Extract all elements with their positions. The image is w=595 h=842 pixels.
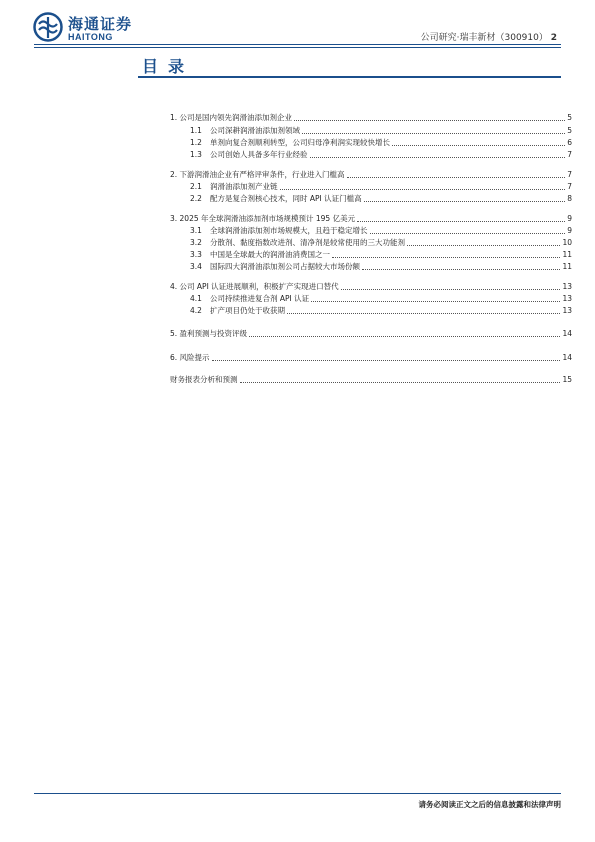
header-divider-secondary <box>34 47 561 48</box>
toc-entry-title: 配方是复合剂核心技术，同时 API 认证门槛高 <box>210 194 362 203</box>
toc-entry[interactable] <box>170 137 572 149</box>
toc-entry[interactable] <box>170 237 572 249</box>
toc-entry[interactable] <box>170 225 572 237</box>
toc-entry-title: 2. 下游润滑油企业有严格评审条件，行业进入门槛高 <box>170 170 345 179</box>
toc-entry-title: 分散剂、黏度指数改进剂、清净剂是较常使用的三大功能剂 <box>210 238 405 247</box>
toc-dot-leader <box>310 157 566 158</box>
toc-entry-number: 3.1 <box>190 226 202 235</box>
toc-entry[interactable] <box>170 281 572 293</box>
footer-disclaimer: 请务必阅读正文之后的信息披露和法律声明 <box>418 800 561 809</box>
toc-entry-title: 全球润滑油添加剂市场规模大，且趋于稳定增长 <box>210 226 368 235</box>
toc-dot-leader <box>364 201 566 202</box>
toc-entry-page: 13 <box>562 282 572 291</box>
toc-entry-page: 13 <box>562 306 572 315</box>
toc-entry[interactable] <box>170 193 572 205</box>
page-header <box>0 0 595 50</box>
toc-entry-title: 单剂向复合剂顺利转型，公司归母净利润实现较快增长 <box>210 138 390 147</box>
toc-entry[interactable] <box>170 305 572 317</box>
toc-dot-leader <box>249 336 560 337</box>
toc-entry[interactable] <box>170 374 572 386</box>
toc-entry-number: 2.2 <box>190 194 202 203</box>
toc-entry-title: 公司持续推进复合剂 API 认证 <box>210 294 310 303</box>
toc-entry-number: 4.1 <box>190 294 202 303</box>
toc-entry-page: 6 <box>567 138 572 147</box>
toc-entry-number: 1.3 <box>190 150 202 159</box>
toc-entry-title: 润滑油添加剂产业链 <box>210 182 278 191</box>
toc-entry[interactable] <box>170 293 572 305</box>
report-type: 公司研究 <box>420 33 457 43</box>
toc-entry[interactable] <box>170 352 572 364</box>
header-separator: · <box>456 33 460 43</box>
toc-dot-leader <box>311 301 560 302</box>
toc-dot-leader <box>357 221 565 222</box>
toc-entry-number: 1.2 <box>190 138 202 147</box>
header-divider <box>34 44 561 45</box>
toc-dot-leader <box>392 145 565 146</box>
header-report-info <box>421 30 557 43</box>
toc-entry-page: 9 <box>567 214 572 223</box>
toc-entry-number: 2.1 <box>190 182 202 191</box>
toc-entry[interactable] <box>170 112 572 124</box>
toc-entry[interactable] <box>170 249 572 261</box>
toc-dot-leader <box>294 120 565 121</box>
toc-entry-title: 6. 风险提示 <box>170 353 210 362</box>
toc-entry-number: 3.2 <box>190 238 202 247</box>
toc-dot-leader <box>280 189 566 190</box>
logo-chinese-name: 海通证券 <box>68 15 133 33</box>
toc-dot-leader <box>332 257 560 258</box>
toc-entry-page: 11 <box>562 262 572 271</box>
toc-entry[interactable] <box>170 213 572 225</box>
toc-dot-leader <box>407 245 560 246</box>
title-underline <box>138 76 561 78</box>
haitong-logo-icon <box>33 12 63 42</box>
toc-entry[interactable] <box>170 181 572 193</box>
toc-entry-title: 3. 2025 年全球润滑油添加剂市场规模预计 195 亿美元 <box>170 214 356 223</box>
toc-entry-number: 1.1 <box>190 126 202 135</box>
toc-entry-page: 15 <box>562 375 572 384</box>
toc-entry-page: 5 <box>567 126 572 135</box>
toc-dot-leader <box>240 382 561 383</box>
toc-entry-title: 扩产项目仍处于收获期 <box>210 306 285 315</box>
toc-dot-leader <box>212 360 561 361</box>
toc-dot-leader <box>341 289 561 290</box>
toc-entry-page: 14 <box>562 353 572 362</box>
toc-entry-page: 13 <box>562 294 572 303</box>
toc-dot-leader <box>347 177 566 178</box>
footer-divider <box>34 793 561 794</box>
toc-entry-page: 9 <box>567 226 572 235</box>
toc-entry[interactable] <box>170 125 572 137</box>
toc-entry-title: 公司创始人具备多年行业经验 <box>210 150 308 159</box>
toc-entry-number: 4.2 <box>190 306 202 315</box>
page-number: 2 <box>550 33 557 43</box>
toc-entry-page: 7 <box>567 150 572 159</box>
toc-entry-page: 14 <box>562 329 572 338</box>
toc-entry-page: 11 <box>562 250 572 259</box>
toc-dot-leader <box>302 133 565 134</box>
logo-english-name: HAITONG <box>68 32 113 42</box>
toc-entry-title: 财务报表分析和预测 <box>170 375 238 384</box>
toc-entry-title: 4. 公司 API 认证进展顺利，积极扩产实现进口替代 <box>170 282 339 291</box>
toc-dot-leader <box>362 269 560 270</box>
toc-entry-page: 7 <box>567 182 572 191</box>
toc-entry-title: 公司深耕润滑油添加剂领域 <box>210 126 300 135</box>
toc-entry-title: 5. 盈利预测与投资评级 <box>170 329 248 338</box>
toc-entry[interactable] <box>170 169 572 181</box>
company-name: 瑞丰新材（300910） <box>459 33 548 43</box>
toc-entry-page: 8 <box>567 194 572 203</box>
toc-entry-page: 7 <box>567 170 572 179</box>
toc-entry[interactable] <box>170 261 572 273</box>
toc-entry[interactable] <box>170 328 572 340</box>
toc-entry-page: 10 <box>562 238 572 247</box>
toc-entry-number: 3.4 <box>190 262 202 271</box>
toc-entry[interactable] <box>170 149 572 161</box>
toc-dot-leader <box>370 233 566 234</box>
toc-entry-title: 中国是全球最大的润滑油消费国之一 <box>210 250 330 259</box>
toc-entry-title: 国际四大润滑油添加剂公司占据较大市场份额 <box>210 262 360 271</box>
toc-entry-title: 1. 公司是国内领先润滑油添加剂企业 <box>170 113 293 122</box>
toc-entry-page: 5 <box>567 113 572 122</box>
toc-entry-number: 3.3 <box>190 250 202 259</box>
page-title: 目录 <box>142 57 195 76</box>
toc-dot-leader <box>287 313 560 314</box>
